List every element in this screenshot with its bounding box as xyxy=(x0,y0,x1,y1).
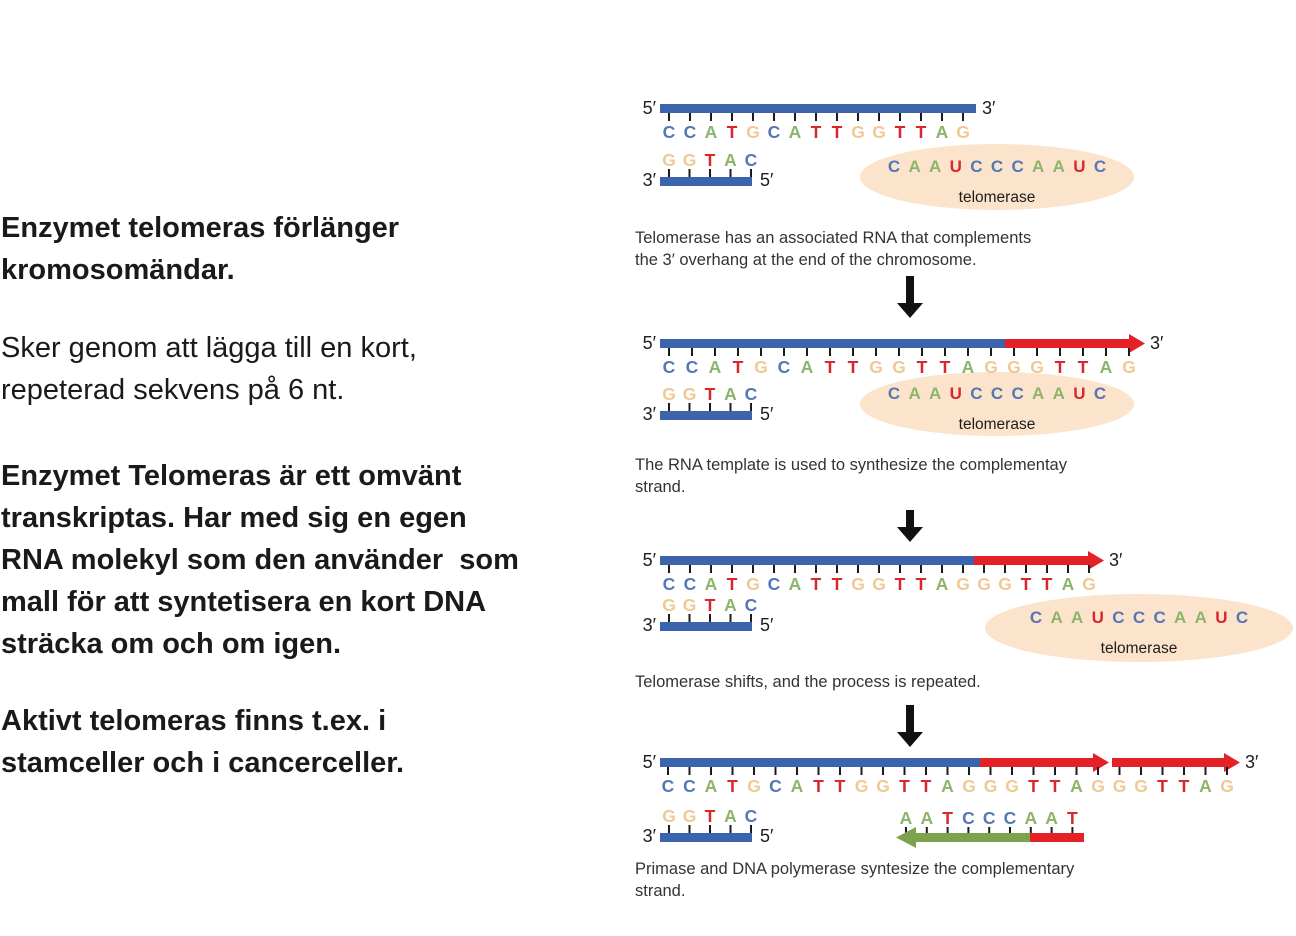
base-letter: T xyxy=(834,776,846,796)
rna-base-letter: C xyxy=(1093,384,1107,403)
rna-base-letter: C xyxy=(1011,384,1024,403)
diagram-step-3 xyxy=(635,550,1293,691)
rna-base-letter: U xyxy=(1073,384,1086,403)
rna-base-letter: A xyxy=(1032,384,1045,403)
base-letter: A xyxy=(788,574,802,594)
base-letter: A xyxy=(941,776,954,796)
base-letter: G xyxy=(662,384,676,404)
rna-base-letter: A xyxy=(1174,608,1187,627)
red-extension-arrow-head xyxy=(1093,753,1109,772)
diagram-step-4 xyxy=(635,752,1259,900)
base-letter: G xyxy=(983,776,998,796)
base-letter: A xyxy=(704,776,718,796)
rna-base-letter: A xyxy=(1050,608,1063,627)
rna-base-letter: C xyxy=(1153,608,1166,627)
base-letter: G xyxy=(682,806,697,826)
base-letter: T xyxy=(1041,574,1053,594)
red-extension-arrow-head xyxy=(1129,334,1145,353)
base-letter: C xyxy=(744,150,758,170)
five-prime-label: 5′ xyxy=(642,333,656,353)
primer-base-letter: T xyxy=(1067,808,1078,828)
three-prime-label: 3′ xyxy=(642,826,656,846)
three-prime-label: 3′ xyxy=(642,170,656,190)
text-line: Sker genom att lägga till en kort, xyxy=(1,332,417,364)
rna-base-letter: C xyxy=(887,384,901,403)
text-line: RNA molekyl som den använder som xyxy=(1,544,519,576)
base-letter: G xyxy=(662,150,676,170)
base-letter: G xyxy=(747,776,761,796)
rna-base-letter: U xyxy=(1091,608,1104,627)
five-prime-label: 5′ xyxy=(760,404,774,424)
bottom-strand-bar xyxy=(660,833,752,842)
telomerase-diagram-svg xyxy=(560,85,1296,936)
step-caption: The RNA template is used to synthesize the complementay xyxy=(635,456,1067,474)
base-letter: G xyxy=(1030,357,1044,377)
base-letter: T xyxy=(915,574,927,594)
telomerase-label: telomerase xyxy=(958,416,1036,433)
base-letter: T xyxy=(1054,357,1066,377)
base-letter: G xyxy=(956,574,970,594)
base-letter: T xyxy=(704,806,716,826)
text-line: Enzymet telomeras förlänger xyxy=(1,212,400,244)
text-paragraph-1 xyxy=(1,207,399,291)
base-letter: C xyxy=(744,595,758,615)
base-letter: A xyxy=(790,776,804,796)
base-letter: T xyxy=(847,357,859,377)
base-letter: A xyxy=(1199,776,1212,796)
base-letter: G xyxy=(1112,776,1127,796)
bottom-strand-bar xyxy=(660,411,752,420)
base-letter: T xyxy=(831,122,843,142)
base-letter: T xyxy=(726,574,738,594)
base-letter: A xyxy=(724,150,737,170)
text-line: sträcka om och om igen. xyxy=(1,628,342,660)
base-letter: G xyxy=(998,574,1012,594)
rna-base-letter: A xyxy=(1194,608,1207,627)
text-paragraph-4 xyxy=(1,700,404,784)
rna-base-letter: A xyxy=(1052,157,1065,176)
base-letter: T xyxy=(1077,357,1089,377)
three-prime-label: 3′ xyxy=(642,615,656,635)
primer-base-letter: C xyxy=(982,808,996,828)
red-extension-arrow-head xyxy=(1088,551,1104,570)
three-prime-label: 3′ xyxy=(642,404,656,424)
text-line: transkriptas. Har med sig en egen xyxy=(1,502,467,534)
base-letter: A xyxy=(708,357,722,377)
text-line: stamceller och i cancerceller. xyxy=(1,747,405,779)
base-letter: G xyxy=(682,384,697,404)
rna-base-letter: A xyxy=(929,384,942,403)
base-letter: T xyxy=(894,574,906,594)
base-letter: C xyxy=(769,776,782,796)
rna-base-letter: A xyxy=(1052,384,1065,403)
telomerase-process-figure xyxy=(560,85,1296,936)
diagram-step-1 xyxy=(635,98,1134,269)
rna-base-letter: U xyxy=(949,384,962,403)
base-letter: C xyxy=(685,357,699,377)
base-letter: T xyxy=(810,122,822,142)
base-letter: A xyxy=(724,806,737,826)
down-arrow-icon xyxy=(897,705,923,747)
rna-base-letter: A xyxy=(908,384,921,403)
down-arrow-icon xyxy=(897,276,923,318)
rna-base-letter: A xyxy=(929,157,942,176)
base-letter: A xyxy=(935,574,949,594)
step-caption: the 3′ overhang at the end of the chromosome. xyxy=(635,251,977,269)
base-letter: T xyxy=(704,595,716,615)
base-letter: C xyxy=(767,574,781,594)
base-letter: G xyxy=(872,574,886,594)
primer-base-letter: A xyxy=(899,808,913,828)
base-letter: G xyxy=(984,357,998,377)
base-letter: G xyxy=(869,357,883,377)
base-letter: T xyxy=(915,122,927,142)
base-letter: G xyxy=(851,574,865,594)
rna-base-letter: A xyxy=(1032,157,1045,176)
primer-base-letter: A xyxy=(1024,808,1038,828)
base-letter: G xyxy=(876,776,890,796)
base-letter: T xyxy=(1049,776,1061,796)
base-letter: T xyxy=(1157,776,1168,796)
rna-base-letter: C xyxy=(970,157,983,176)
base-letter: T xyxy=(916,357,928,377)
top-strand-bar xyxy=(660,339,1005,348)
base-letter: C xyxy=(683,574,697,594)
base-letter: G xyxy=(682,595,697,615)
primer-base-letter: A xyxy=(1045,808,1058,828)
step-caption: strand. xyxy=(635,478,686,496)
base-letter: G xyxy=(746,122,760,142)
step-caption: strand. xyxy=(635,882,686,900)
rna-base-letter: C xyxy=(1029,608,1043,627)
rna-base-letter: C xyxy=(1132,608,1146,627)
base-letter: G xyxy=(746,574,760,594)
base-letter: A xyxy=(935,122,949,142)
step-caption: Telomerase shifts, and the process is repeated. xyxy=(635,673,981,691)
base-letter: T xyxy=(920,776,932,796)
primer-base-letter: A xyxy=(920,808,934,828)
base-letter: T xyxy=(732,357,744,377)
base-letter: G xyxy=(956,122,970,142)
primer-base-letter: C xyxy=(1003,808,1017,828)
base-letter: A xyxy=(704,122,718,142)
red-extension-arrow-body xyxy=(1112,758,1224,767)
base-letter: A xyxy=(1070,776,1083,796)
five-prime-label: 5′ xyxy=(760,170,774,190)
base-letter: T xyxy=(894,122,906,142)
base-letter: T xyxy=(939,357,951,377)
three-prime-label: 3′ xyxy=(1150,333,1164,353)
rna-base-letter: U xyxy=(1215,608,1228,627)
base-letter: C xyxy=(767,122,781,142)
rna-base-letter: C xyxy=(1235,608,1249,627)
rna-base-letter: C xyxy=(1011,157,1024,176)
bottom-strand-bar xyxy=(660,622,752,631)
base-letter: T xyxy=(824,357,836,377)
rna-base-letter: C xyxy=(990,384,1004,403)
text-line: kromosomändar. xyxy=(1,254,235,286)
red-extension-arrow-body xyxy=(974,556,1088,565)
text-line: Enzymet Telomeras är ett omvänt xyxy=(1,460,462,492)
base-letter: G xyxy=(892,357,906,377)
telomerase-label: telomerase xyxy=(1100,640,1178,657)
rna-base-letter: C xyxy=(970,384,983,403)
base-letter: T xyxy=(813,776,824,796)
base-letter: C xyxy=(744,806,758,826)
three-prime-label: 3′ xyxy=(982,98,996,118)
text-paragraph-3 xyxy=(1,455,519,665)
base-letter: T xyxy=(727,776,738,796)
base-letter: G xyxy=(1082,574,1096,594)
top-strand-bar xyxy=(660,104,976,113)
rna-base-letter: C xyxy=(990,157,1004,176)
base-letter: G xyxy=(1122,357,1136,377)
base-letter: T xyxy=(810,574,822,594)
three-prime-label: 3′ xyxy=(1245,752,1259,772)
base-letter: C xyxy=(662,357,676,377)
five-prime-label: 5′ xyxy=(642,550,656,570)
base-letter: A xyxy=(1061,574,1075,594)
base-letter: A xyxy=(788,122,802,142)
step-caption: Telomerase has an associated RNA that complements xyxy=(635,229,1032,247)
base-letter: A xyxy=(704,574,718,594)
base-letter: T xyxy=(1028,776,1039,796)
base-letter: C xyxy=(661,776,675,796)
base-letter: T xyxy=(1020,574,1032,594)
telomerase-label: telomerase xyxy=(958,189,1036,206)
text-line: repeterad sekvens på 6 nt. xyxy=(1,374,345,406)
five-prime-label: 5′ xyxy=(760,615,774,635)
rna-base-letter: U xyxy=(949,157,962,176)
top-strand-bar xyxy=(660,556,974,565)
base-letter: C xyxy=(683,122,697,142)
rna-base-letter: C xyxy=(1112,608,1125,627)
base-letter: G xyxy=(1134,776,1148,796)
base-letter: G xyxy=(1091,776,1105,796)
rna-base-letter: A xyxy=(908,157,921,176)
five-prime-label: 5′ xyxy=(642,98,656,118)
text-line: Aktivt telomeras finns t.ex. i xyxy=(1,705,387,737)
base-letter: T xyxy=(726,122,738,142)
top-strand-bar xyxy=(660,758,980,767)
base-letter: A xyxy=(961,357,975,377)
base-letter: A xyxy=(800,357,814,377)
rna-base-letter: C xyxy=(1093,157,1107,176)
base-letter: T xyxy=(704,150,716,170)
primer-base-letter: C xyxy=(962,808,975,828)
primer-base-letter: T xyxy=(942,808,953,828)
base-letter: C xyxy=(662,574,676,594)
base-letter: C xyxy=(683,776,696,796)
diagram-step-2 xyxy=(635,333,1164,496)
base-letter: A xyxy=(724,595,737,615)
rna-base-letter: U xyxy=(1073,157,1086,176)
base-letter: T xyxy=(704,384,716,404)
base-letter: G xyxy=(1005,776,1019,796)
base-letter: C xyxy=(662,122,676,142)
base-letter: G xyxy=(1007,357,1021,377)
base-letter: T xyxy=(831,574,843,594)
base-letter: G xyxy=(854,776,869,796)
base-letter: C xyxy=(777,357,791,377)
base-letter: G xyxy=(872,122,886,142)
base-letter: G xyxy=(662,806,676,826)
base-letter: A xyxy=(1099,357,1113,377)
rna-base-letter: C xyxy=(887,157,901,176)
text-line: mall för att syntetisera en kort DNA xyxy=(1,586,487,618)
five-prime-label: 5′ xyxy=(642,752,656,772)
base-letter: A xyxy=(724,384,737,404)
red-extension-arrow-body xyxy=(980,758,1093,767)
three-prime-label: 3′ xyxy=(1109,550,1123,570)
base-letter: G xyxy=(962,776,976,796)
rna-base-letter: A xyxy=(1071,608,1084,627)
base-letter: G xyxy=(662,595,676,615)
red-extension-arrow-body xyxy=(1005,339,1129,348)
step-caption: Primase and DNA polymerase syntesize the complementary xyxy=(635,860,1075,878)
five-prime-label: 5′ xyxy=(760,826,774,846)
base-letter: T xyxy=(1178,776,1190,796)
text-paragraph-2 xyxy=(1,327,417,411)
primer-arrow-red xyxy=(1030,833,1084,842)
base-letter: T xyxy=(899,776,910,796)
bottom-strand-bar xyxy=(660,177,752,186)
base-letter: C xyxy=(744,384,758,404)
base-letter: G xyxy=(1220,776,1234,796)
base-letter: G xyxy=(682,150,697,170)
base-letter: G xyxy=(977,574,991,594)
down-arrow-icon xyxy=(897,510,923,542)
base-letter: G xyxy=(851,122,865,142)
base-letter: G xyxy=(754,357,768,377)
